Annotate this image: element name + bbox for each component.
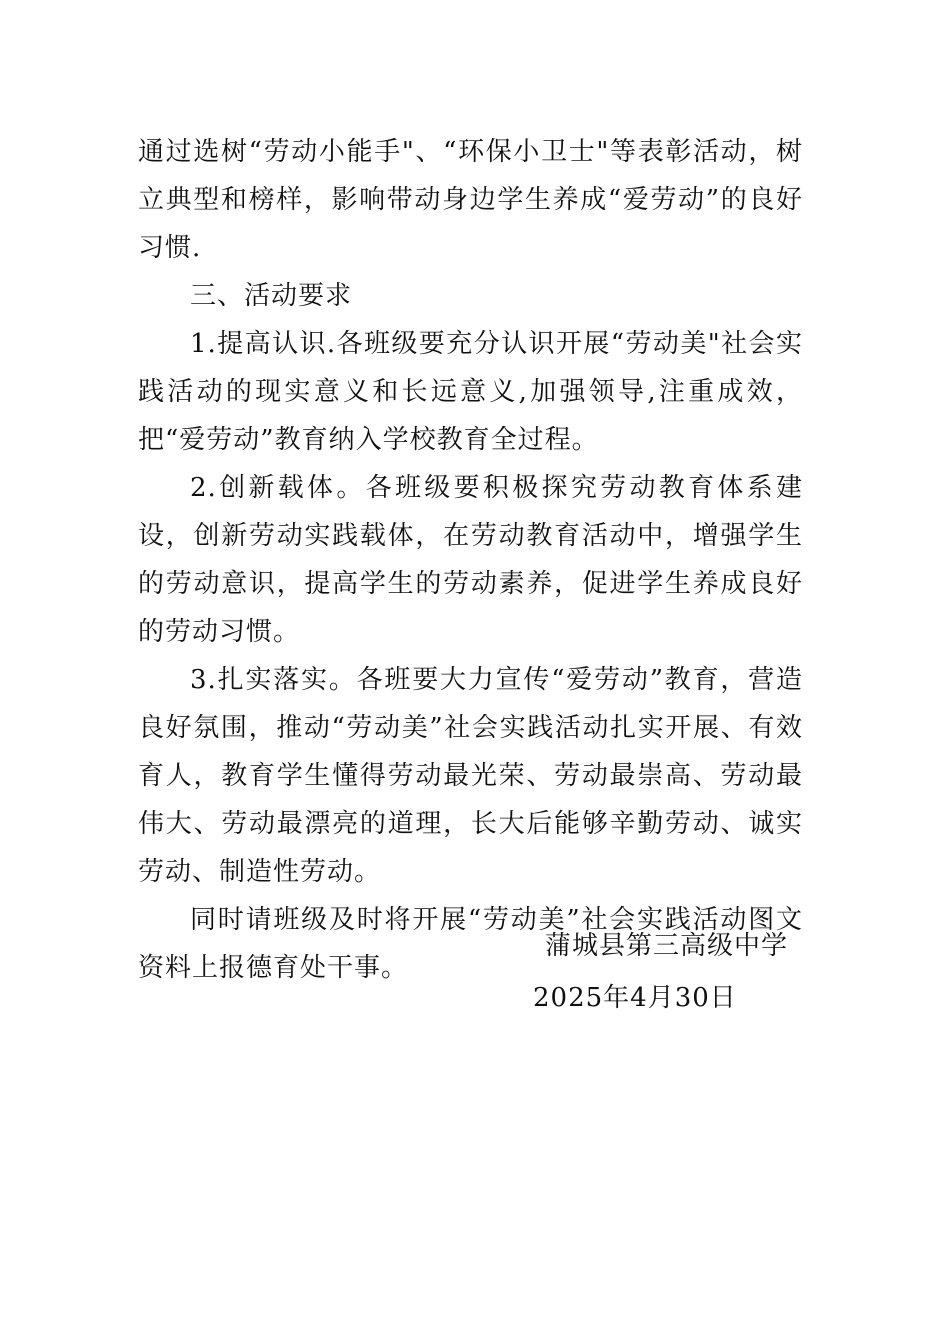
signature-organization: 蒲城县第三高级中学 [545,931,789,961]
paragraph-item-1: 1.提高认识.各班级要充分认识开展“劳动美"社会实践活动的现实意义和长远意义,加强领导,注重成效，把“爱劳动”教育纳入学校教育全过程。 [138,329,803,455]
document-body [138,128,803,992]
paragraph-continuation: 通过选树“劳动小能手"、“环保小卫士"等表彰活动，树立典型和榜样，影响带动身边学生养成“爱劳动”的良好习惯. [138,137,803,263]
paragraph-item-2: 2.创新载体。各班级要积极探究劳动教育体系建设，创新劳动实践载体，在劳动教育活动中，增强学生的劳动意识，提高学生的劳动素养，促进学生养成良好的劳动习惯。 [138,473,803,647]
signature-date: 2025年4月30日 [533,983,737,1013]
paragraph-item-3: 3.扎实落实。各班要大力宣传“爱劳动”教育，营造良好氛围，推动“劳动美”社会实践活动扎实开展、有效育人，教育学生懂得劳动最光荣、劳动最崇高、劳动最伟大、劳动最漂亮的道理，长大后能够辛勤劳动、诚实劳动、制造性劳动。 [138,665,803,887]
paragraph-closing: 同时请班级及时将开展“劳动美”社会实践活动图文资料上报德育处干事。 [138,905,803,983]
section-heading-requirements: 三、活动要求 [190,281,353,311]
